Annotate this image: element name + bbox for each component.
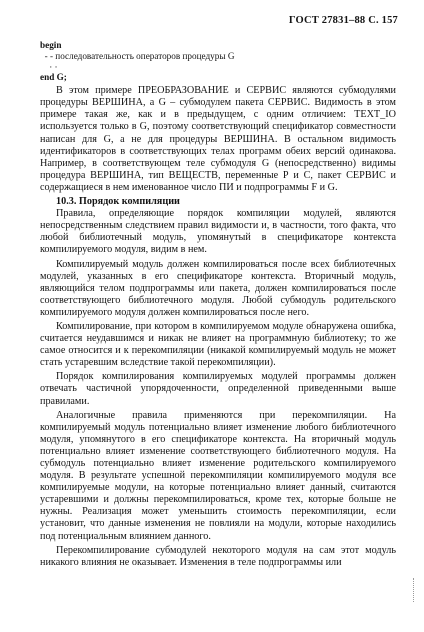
page-content — [40, 40, 396, 569]
code-ellipsis: · · — [40, 61, 58, 72]
page-header: ГОСТ 27831–88 С. 157 — [288, 15, 398, 26]
paragraph-6: Аналогичные правила применяются при перекомпиляции. На компилируемый модуль потенциально влияет изменение любого библиотечного модуля, упомянутого в его спецификаторе контекста. На вторичный модуль потенциально влияет изменение соответствующего библиотечного модуля. На субмодуль потенциально влияет изменение родительского компилируемого модуля. В результате успешной перекомпиляции компилируемого модуля все компилируемые модули, на которые потенциально влияет данный, считаются устаревшими и должны перекомпилироваться, кроме тех, которые больше не нужны. Реализация может уменьшить стоимость перекомпиляции, если установит, что данные изменения не повлияли на модули, которые находились под потенциальным влиянием данного. — [40, 409, 396, 542]
paragraph-5: Порядок компилирования компилируемых модулей программы должен отвечать частичной упорядоченности, определенной приведенными выше правилами. — [40, 371, 396, 407]
code-begin: begin — [40, 40, 62, 50]
paragraph-7: Перекомпилирование субмодулей некоторого модуля на сам этот модуль никакого влияния не оказывает. Изменения в теле подпрограммы или — [40, 544, 396, 568]
paragraph-2: Правила, определяющие порядок компиляции модулей, являются непосредственным следствием правил видимости и, в частности, того факта, что любой библиотечный модуль, упомянутый в спецификаторе контекста компилируемого модуля, видим в нем. — [40, 208, 396, 256]
code-block — [40, 40, 396, 83]
code-end: end G; — [40, 72, 67, 83]
section-title: 10.3. Порядок компиляции — [56, 196, 180, 208]
code-comment: - - последовательность операторов процедуры G — [40, 50, 235, 61]
margin-mark — [413, 578, 416, 602]
paragraph-1: В этом примере ПРЕОБРАЗОВАНИЕ и СЕРВИС являются субмодулями процедуры ВЕРШИНА, а G – субмодулем пакета СЕРВИС. Видимость в этом примере такая же, как и в предыдущем, с одним отличием: TEXT_IO используется только в G, поэтому соответствующий спецификатор совместности написан для G, а не для процедуры ВЕРШИНА. В остальном видимость идентификаторов в соответствующих телах программ обеих версий одинакова. Например, в соответствующем теле субмодуля G (непосредственно) видимы процедура ВЕРШИНА, тип ВЕЩЕСТВ, переменные Р и С, пакет СЕРВИС и содержащиеся в нем именованное число ПИ и подпрограммы F и G. — [40, 85, 396, 193]
paragraph-4: Компилирование, при котором в компилируемом модуле обнаружена ошибка, считается неудавшимся и никак не влияет на программную библиотеку; то же самое относится и к перекомпиляции (никакой компилируемый модуль не может стать устаревшим вследствие такой перекомпиляции). — [40, 320, 396, 369]
paragraph-3: Компилируемый модуль должен компилироваться после всех библиотечных модулей, указанных в его спецификаторе контекста. Вторичный модуль, являющийся телом подпрограммы или пакета, должен компилироваться после соответствующего библиотечного модуля. Любой субмодуль родительского компилируемого модуля должен компилироваться после него. — [40, 258, 396, 318]
